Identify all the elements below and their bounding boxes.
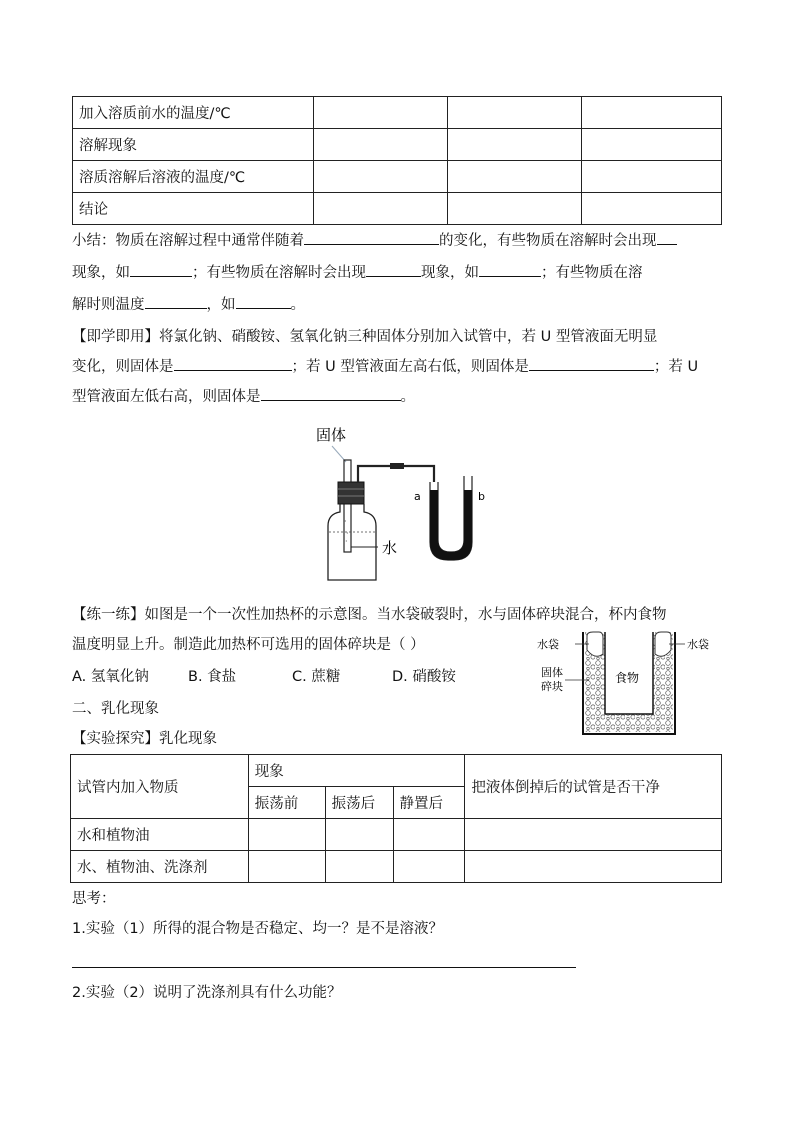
blank (529, 355, 654, 371)
practice-line-2: 温度明显上升。制造此加热杯可选用的固体碎块是（ ） (72, 637, 425, 653)
table-row-label: 加入溶质前水的温度/℃ (73, 97, 314, 129)
label-food: 食物 (615, 671, 640, 685)
blank (130, 261, 192, 277)
summary-line-2: 现象，如 ；有些物质在溶解时会出现 现象，如 ；有些物质在溶 (72, 258, 643, 288)
table-row-label: 水、植物油、洗涤剂 (71, 851, 249, 883)
svg-text:·: · (346, 529, 349, 538)
summary-line-1: 小结：物质在溶解过程中通常伴随着 的变化，有些物质在溶解时会出现 (72, 226, 677, 256)
svg-text:·: · (344, 517, 347, 526)
header-phenomenon: 现象 (248, 755, 465, 787)
option-d: D. 硝酸铵 (392, 669, 456, 685)
header-substance: 试管内加入物质 (71, 755, 249, 819)
label-water-bag-right: 水袋 (687, 638, 709, 651)
table-row-label: 结论 (73, 193, 314, 225)
dissolution-table (72, 96, 722, 225)
blank (261, 385, 401, 401)
u-tube-apparatus-figure (310, 420, 510, 585)
blank (236, 293, 291, 309)
blank (366, 261, 421, 277)
option-a: A. 氢氧化钠 (72, 669, 149, 685)
label-water-bag-left: 水袋 (537, 638, 559, 651)
label-solid-2: 碎块 (541, 680, 563, 693)
apply-line-3: 型管液面左低右高，则固体是 。 (72, 382, 415, 412)
blank (174, 355, 292, 371)
practice-line-1: 【练一练】如图是一个一次性加热杯的示意图。当水袋破裂时，水与固体碎块混合，杯内食物 (72, 607, 667, 623)
label-solid-1: 固体 (541, 666, 563, 679)
apply-line-2: 变化，则固体是 ；若 U 型管液面左高右低，则固体是 ；若 U (72, 352, 698, 382)
label-water: 水 (382, 539, 398, 557)
table-row-label: 溶质溶解后溶液的温度/℃ (73, 161, 314, 193)
heating-cup-figure (535, 630, 725, 738)
header-clean: 把液体倒掉后的试管是否干净 (465, 755, 722, 819)
answer-line (72, 967, 576, 968)
think-title: 思考： (72, 891, 116, 907)
table-row-label: 水和植物油 (71, 819, 249, 851)
blank (304, 229, 439, 245)
summary-line-3: 解时则温度 ，如 。 (72, 290, 305, 320)
blank (145, 293, 207, 309)
label-a: a (414, 490, 421, 503)
option-c: C. 蔗糖 (292, 669, 341, 685)
header-still: 静置后 (393, 787, 465, 819)
option-b: B. 食盐 (188, 669, 237, 685)
question-1: 1.实验（1）所得的混合物是否稳定、均一？是不是溶液？ (72, 921, 444, 937)
label-solid: 固体 (316, 426, 347, 444)
header-after: 振荡后 (325, 787, 393, 819)
apply-line-1: 【即学即用】将氯化钠、硝酸铵、氢氧化钠三种固体分别加入试管中，若 U 型管液面无明显 (72, 329, 658, 345)
section-title: 二、乳化现象 (72, 701, 159, 717)
svg-text:·: · (345, 537, 348, 546)
section-subtitle: 【实验探究】乳化现象 (72, 731, 217, 747)
blank (657, 229, 677, 245)
question-2: 2.实验（2）说明了洗涤剂具有什么功能？ (72, 985, 342, 1001)
header-before: 振荡前 (248, 787, 325, 819)
label-b: b (478, 490, 485, 503)
emulsification-table (70, 754, 722, 883)
blank (479, 261, 541, 277)
table-row-label: 溶解现象 (73, 129, 314, 161)
